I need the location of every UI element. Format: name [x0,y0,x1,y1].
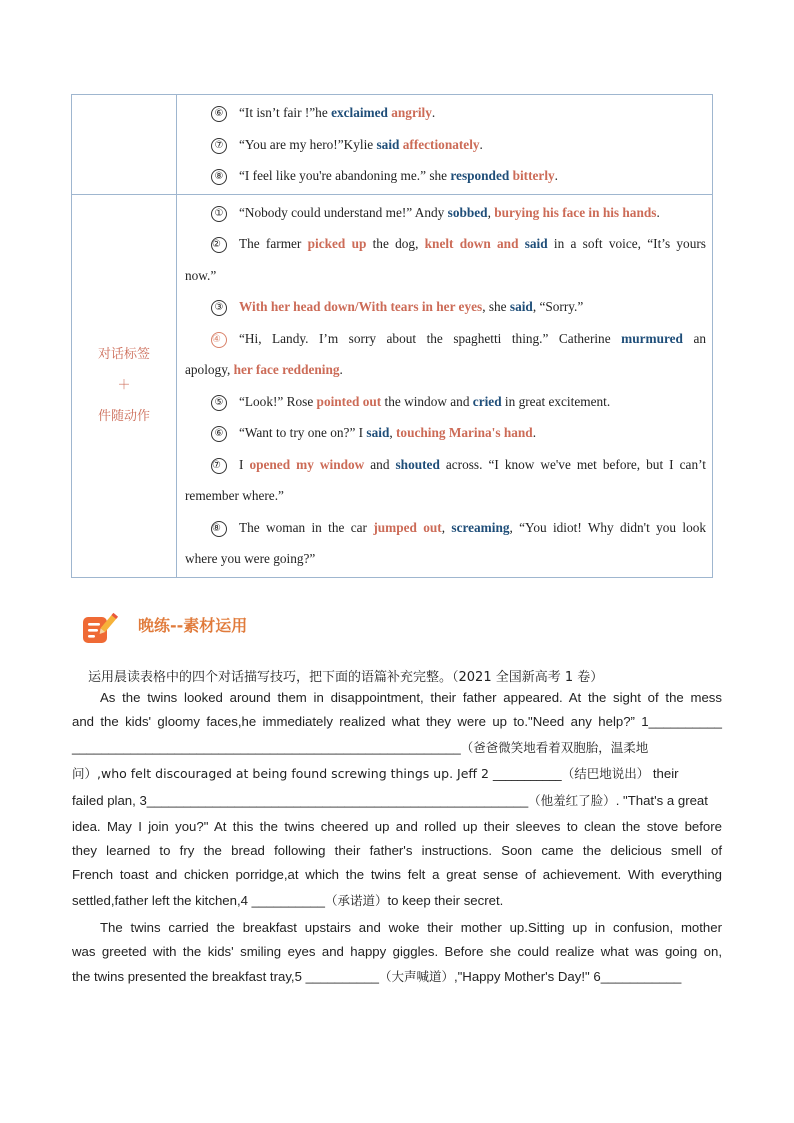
quote-text: and [364,456,396,472]
quote-text: an [682,330,706,346]
punct: . [554,168,558,183]
punct: . [479,136,483,152]
passage-line [72,738,722,758]
examples-cell [177,194,713,577]
dialogue-verb: said [376,136,400,152]
passage-line: they learned to fry the bread following their father's instructions. Soon came the delicious smell of [72,843,722,858]
example-line [185,512,706,544]
number-badge: ⑥ [211,426,227,442]
example-line-continued [185,480,706,512]
example-line [211,160,706,192]
passage-line: idea. May I join you?" At this the twins cheered up and rolled up their sleeves to clean the stove before [72,819,722,834]
dialogue-table [71,94,713,578]
quote-text: across. “I know we've met before, but I can’t [439,456,706,472]
passage-line [72,764,722,784]
blank-5: the twins presented the breakfast tray,5 __________ [72,969,379,984]
passage-text: 问）,who felt discouraged at being found screwing things up. Jeff 2 ___________ [72,766,562,781]
dialogue-verb: responded [450,168,510,183]
quote-text: remember where.” [185,488,284,503]
passage-line: As the twins looked around them in disappointment, their father appeared. At the sight of the mess [100,690,722,705]
example-line-continued [185,354,706,386]
dialogue-verb: murmured [621,330,683,346]
dialogue-verb: sobbed [447,204,488,220]
number-badge: ⑥ [211,106,227,122]
number-badge: ⑧ [211,169,227,185]
dialogue-verb: said [524,236,548,251]
empty-category-cell [72,95,177,195]
quote-text: “You are my hero!”Kylie [239,136,377,152]
quote-text: , “Sorry.” [532,299,584,314]
punct: . [532,425,537,440]
blank-3: failed plan, 3____________________________________________________ [72,793,529,808]
punct: , [441,519,452,535]
number-badge: ① [211,206,227,222]
quote-text: the dog, [366,236,425,251]
accompanying-action: her face reddening [233,362,340,377]
quote-text: “It isn’t fair !”he [239,105,332,120]
quote-text: , “You idiot! Why didn't you look [509,519,707,535]
passage-line: was greeted with the kids' smiling eyes and happy giggles. Before she could realize what was going on, [72,944,722,959]
passage-line [72,791,722,811]
section-title: 晚练--素材运用 [138,616,248,635]
passage-text: . "That's a great [615,793,708,808]
hint-4: （承诺道） [324,893,388,908]
dialogue-verb: said [509,299,533,314]
number-badge: ③ [211,300,227,316]
dialogue-verb: exclaimed [331,105,388,120]
example-line [211,129,706,161]
quote-text: “Hi, Landy. I’m sorry about the spaghetti thing.” Catherine [239,330,622,346]
example-line [185,291,706,323]
quote-text: in a soft voice, “It’s yours [547,236,706,251]
accompanying-action: pointed out [316,393,382,409]
accompanying-action: burying his face in his hands [494,204,657,220]
accompanying-action: jumped out [373,519,442,535]
example-line [185,386,706,418]
category-label-dialogue-tag: 对话标签 [97,347,150,362]
passage-line: The twins carried the breakfast upstairs and woke their mother up.Sitting up in confusion, mother [100,920,722,935]
passage-text: their [649,766,679,781]
example-line [185,323,706,355]
category-cell [72,194,177,577]
accompanying-action: affectionately [402,136,480,152]
blank-4: settled,father left the kitchen,4 __________ [72,893,325,908]
passage-text: ,"Happy Mother's Day!" 6___________ [453,969,682,984]
quote-text: in great excitement. [501,393,611,409]
quote-text: “I feel like you're abandoning me.” she [239,168,451,183]
quote-text: I [239,456,250,472]
quote-text: the window and [381,393,473,409]
dialogue-verb: said [366,425,390,440]
quote-text: now.” [185,267,217,283]
hint-5: （大声喊道） [378,969,454,984]
passage-line: and the kids' gloomy faces,he immediately realized what they were up to."Need any help?” 1__________ [72,714,722,729]
quote-text: “Want to try one on?” I [239,425,367,440]
dialogue-verb: screaming [451,519,510,535]
example-line [185,417,706,449]
instruction: 运用晨读表格中的四个对话描写技巧，把下面的语篇补充完整。（2021 全国新高考 1 卷） [88,670,604,685]
example-line-continued [185,543,706,575]
hint-2: （结巴地说出） [561,766,650,781]
punct: . [431,105,436,120]
dialogue-verb: shouted [395,456,440,472]
pencil-note-icon [80,610,118,648]
accompanying-action: With her head down/With tears in her eyes [239,299,483,314]
passage-line: French toast and chicken porridge,at which the twins felt a great sense of achievement. With everything [72,867,722,882]
number-badge: ④ [211,332,227,348]
quote-text: “Nobody could understand me!” Andy [239,204,448,220]
quote-text: “Look!” Rose [239,393,317,409]
punct: . [339,362,343,377]
hint-3: （他羞红了脸） [528,793,616,808]
dialogue-verb: cried [472,393,502,409]
quote-text: where you were going?” [185,551,316,566]
hint-1: （爸爸微笑地看着双胞胎，温柔地 [460,740,649,755]
number-badge: ⑦ [211,458,227,474]
quote-text: The woman in the car [239,519,374,535]
punct: , [487,204,495,220]
passage-text: to keep their secret. [387,893,504,908]
number-badge: ⑧ [211,521,227,537]
passage-line [72,891,722,911]
example-line-continued [185,260,706,292]
accompanying-action: picked up [307,236,367,251]
quote-text: apology, [185,362,234,377]
example-line [211,97,706,129]
accompanying-action: bitterly [512,168,555,183]
accompanying-action: opened my window [249,456,365,472]
category-plus: ＋ [117,378,131,393]
accompanying-action: touching Marina's hand [396,425,533,440]
example-line [185,228,706,260]
number-badge: ② [211,237,227,253]
number-badge: ⑤ [211,395,227,411]
top-examples-cell [177,95,713,195]
blank-1-line: _____________________________________________________ [72,740,461,755]
example-line [185,197,706,229]
accompanying-action: angrily [391,105,432,120]
punct: . [656,204,660,220]
accompanying-action: knelt down and [424,236,519,251]
number-badge: ⑦ [211,138,227,154]
quote-text: , she [482,299,510,314]
passage-line [72,967,722,987]
punct: , [389,425,396,440]
quote-text: The farmer [239,236,308,251]
category-label-action: 件随动作 [97,409,150,424]
example-line [185,449,706,481]
